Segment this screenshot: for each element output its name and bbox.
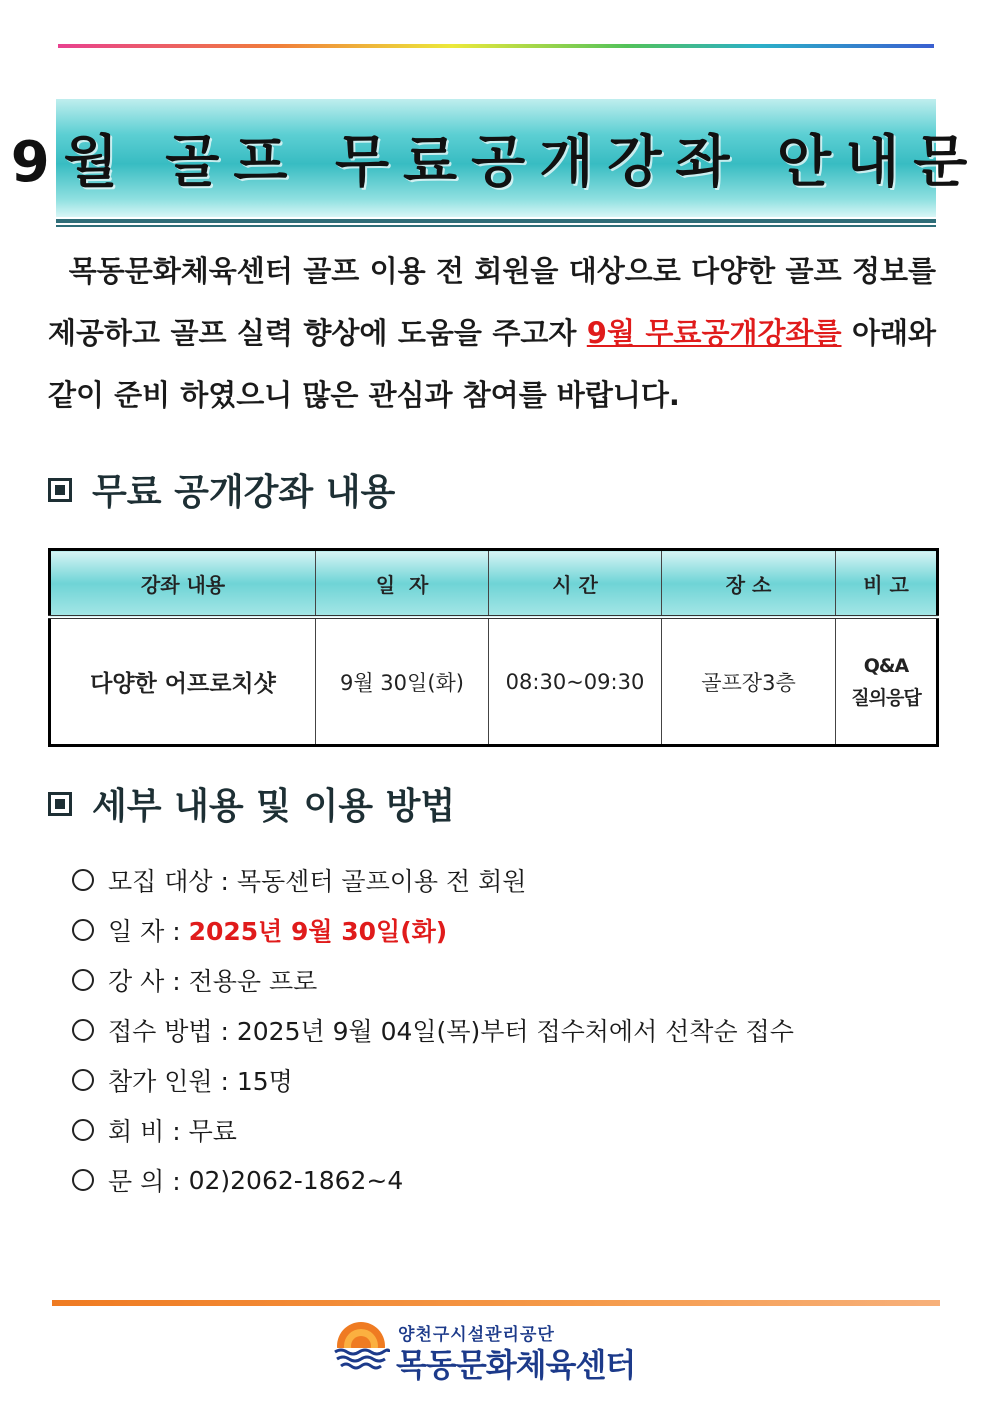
list-item: [72, 1005, 794, 1055]
circle-bullet-icon: [72, 869, 94, 891]
detail-label: 강 사 :: [108, 967, 189, 996]
table-cell-time: 08:30~09:30: [489, 617, 662, 746]
detail-label: 모집 대상 :: [108, 867, 237, 896]
list-item: [72, 955, 794, 1005]
circle-bullet-icon: [72, 919, 94, 941]
list-item: [72, 1105, 794, 1155]
logo-center-name: 목동문화체육센터: [396, 1346, 636, 1384]
detail-label: 접수 방법 :: [108, 1017, 237, 1046]
footer-divider: [52, 1300, 940, 1306]
section-heading-details: [48, 778, 455, 829]
course-table: [48, 548, 939, 747]
note-line-1: Q&A: [863, 654, 909, 677]
square-bullet-icon: [48, 792, 72, 816]
detail-label: 회 비 :: [108, 1117, 189, 1146]
circle-bullet-icon: [72, 969, 94, 991]
title-underline: [56, 219, 936, 223]
intro-text-1: 목동문화체육센터 골프 이용 전 회원을 대상으로 다양한 골프 정보를 제공하고 골프 실력 향상에 도움을 주고자: [48, 254, 936, 350]
intro-highlight: 9월 무료공개강좌를: [586, 316, 842, 350]
page-title: 9월 골프 무료공개강좌 안내문: [10, 130, 982, 195]
intro-paragraph: [48, 240, 936, 426]
detail-value: 목동센터 골프이용 전 회원: [236, 867, 527, 896]
logo-org-name: 양천구시설관리공단: [398, 1325, 555, 1345]
table-header-cell: 강좌 내용: [50, 550, 316, 618]
intro-text-2: 아래와 같이 준비 하였으니 많은 관심과 참여를 바랍니다.: [48, 316, 936, 412]
table-row: [50, 617, 938, 746]
section-heading-text: 세부 내용 및 이용 방법: [92, 786, 456, 827]
circle-bullet-icon: [72, 1169, 94, 1191]
circle-bullet-icon: [72, 1069, 94, 1091]
list-item: [72, 1055, 794, 1105]
list-item: [72, 1155, 794, 1205]
table-cell-note: [836, 617, 938, 746]
title-banner: [10, 99, 982, 217]
detail-value: 2025년 9월 04일(목)부터 접수처에서 선착순 접수: [236, 1017, 794, 1046]
table-header-row: [50, 550, 938, 618]
note-line-2: 질의응답: [851, 686, 921, 709]
detail-value: 2025년 9월 30일(화): [188, 917, 448, 946]
detail-value: 무료: [188, 1117, 237, 1146]
detail-label: 문 의 :: [108, 1167, 189, 1196]
top-rainbow-divider: [58, 44, 934, 48]
table-cell-place: 골프장3층: [662, 617, 836, 746]
details-list: [72, 855, 794, 1205]
circle-bullet-icon: [72, 1119, 94, 1141]
table-header-cell: 장 소: [662, 550, 836, 618]
detail-value: 02)2062-1862~4: [188, 1165, 404, 1195]
table-header-cell: 시 간: [489, 550, 662, 618]
circle-bullet-icon: [72, 1019, 94, 1041]
section-heading-text: 무료 공개강좌 내용: [92, 472, 396, 513]
table-cell-date: 9월 30일(화): [316, 617, 489, 746]
table-header-cell: 일 자: [316, 550, 489, 618]
organization-logo: [332, 1318, 672, 1384]
sun-wave-logo-icon: [332, 1320, 390, 1376]
table-header-cell: 비 고: [836, 550, 938, 618]
detail-value: 15명: [236, 1067, 293, 1096]
detail-value: 전용운 프로: [188, 967, 318, 996]
list-item: [72, 905, 794, 955]
section-heading-course: [48, 464, 395, 515]
list-item: [72, 855, 794, 905]
table-cell-course: 다양한 어프로치샷: [50, 617, 316, 746]
detail-label: 일 자 :: [108, 917, 189, 946]
title-underline-thin: [56, 225, 936, 227]
square-bullet-icon: [48, 478, 72, 502]
detail-label: 참가 인원 :: [108, 1067, 237, 1096]
